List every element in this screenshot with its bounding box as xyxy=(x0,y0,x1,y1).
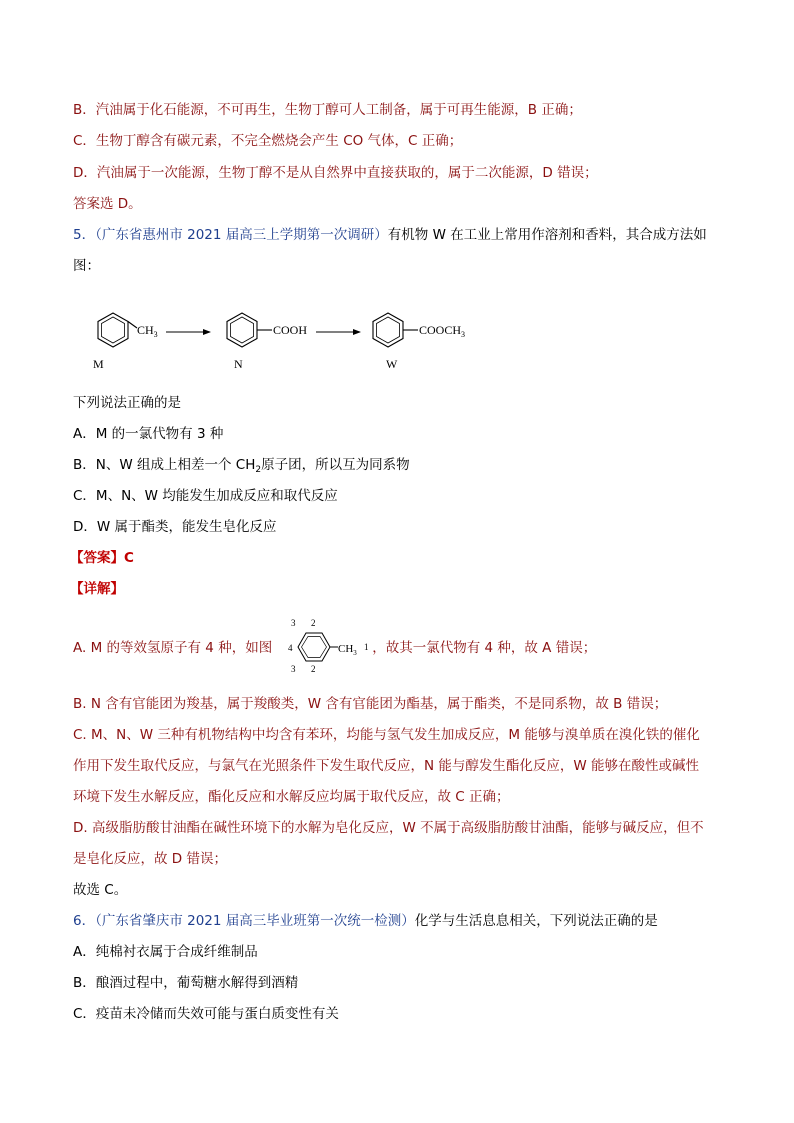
q5-explanation-d-line2: 是皂化反应，故 D 错误； xyxy=(73,851,227,867)
q5-option-c: C．M、N、W 均能发生加成反应和取代反应 xyxy=(73,488,338,504)
svg-text:CH3: $CH_3$ xyxy=(338,643,357,657)
q6-stem-text: 化学与生活息息相关，下列说法正确的是 xyxy=(414,913,658,929)
q5-source-prefix: 5．（广东省惠州市 2021 届高三上学期第一次调研） xyxy=(73,227,388,243)
svg-text:2: 2 xyxy=(311,664,316,674)
q5-explanation-c-line3: 环境下发生水解反应，酯化反应和水解反应均属于取代反应，故 C 正确； xyxy=(73,789,510,805)
equivalent-hydrogen-figure xyxy=(273,617,373,677)
m-label: M xyxy=(93,357,104,371)
q5-explanation-c-line1: C. M、N、W 三种有机物结构中均含有苯环，均能与氢气发生加成反应，M 能够与溴单质在溴化铁的催化 xyxy=(73,727,700,743)
reaction-scheme xyxy=(70,300,490,375)
q4-explanation-c: C．生物丁醇含有碳元素，不完全燃烧会产生 CO 气体，C 正确； xyxy=(73,133,463,149)
q5-question: 下列说法正确的是 xyxy=(73,395,181,411)
q5-stem xyxy=(73,226,707,244)
q4-explanation-b: B．汽油属于化石能源，不可再生，生物丁醇可人工制备，属于可再生能源，B 正确； xyxy=(73,102,582,118)
m-substituent: $CH_3$ xyxy=(137,323,158,339)
q5-stem-line2: 图： xyxy=(73,258,100,274)
q5-option-a: A．M 的一氯代物有 3 种 xyxy=(73,426,224,442)
q5-explanation-d-line1: D. 高级脂肪酸甘油酯在碱性环境下的水解为皂化反应，W 不属于高级脂肪酸甘油酯，能够与碱反应，但不 xyxy=(73,820,704,836)
n-substituent: COOH xyxy=(273,323,308,337)
q4-explanation-d: D．汽油属于一次能源，生物丁醇不是从自然界中直接获取的，属于二次能源，D 错误； xyxy=(73,165,598,181)
q5-stem-text: 有机物 W 在工业上常用作溶剂和香料，其合成方法如 xyxy=(387,227,707,243)
q5-explanation-b: B. N 含有官能团为羧基，属于羧酸类，W 含有官能团为酯基，属于酯类，不是同系物，故 B 错误； xyxy=(73,696,668,712)
svg-text:3: 3 xyxy=(291,664,296,674)
benzene-ring-w xyxy=(373,313,418,347)
svg-text:4: 4 xyxy=(288,643,293,653)
q5-option-b: B．N、W 组成上相差一个 $CH_2$原子团，所以互为同系物 xyxy=(73,457,410,475)
svg-text:2: 2 xyxy=(311,618,316,628)
benzene-ring-m xyxy=(98,313,137,347)
w-label: W xyxy=(386,357,398,371)
detail-label: 【详解】 xyxy=(70,581,124,597)
n-label: N xyxy=(234,357,243,371)
q4-conclusion: 答案选 D。 xyxy=(73,196,142,212)
benzene-ring-n xyxy=(227,313,272,347)
answer-label: 【答案】C xyxy=(70,550,134,566)
q6-option-b: B．酿酒过程中，葡萄糖水解得到酒精 xyxy=(73,975,299,991)
q6-stem xyxy=(73,912,658,930)
q5-explanation-a: A. M 的等效氢原子有 4 种，如图 ，故其一氯代物有 4 种，故 A 错误； xyxy=(73,640,597,656)
q6-source-prefix: 6．（广东省肇庆市 2021 届高三毕业班第一次统一检测） xyxy=(73,913,415,929)
q6-option-a: A．纯棉衬衣属于合成纤维制品 xyxy=(73,944,258,960)
svg-text:1: 1 xyxy=(364,642,369,652)
q5-option-d: D．W 属于酯类，能发生皂化反应 xyxy=(73,519,277,535)
q6-option-c: C．疫苗未冷储而失效可能与蛋白质变性有关 xyxy=(73,1006,339,1022)
svg-text:3: 3 xyxy=(291,618,296,628)
w-substituent: $COOCH_3$ xyxy=(419,323,466,339)
q5-conclusion: 故选 C。 xyxy=(73,882,128,898)
q5-explanation-c-line2: 作用下发生取代反应，与氯气在光照条件下发生取代反应，N 能与醇发生酯化反应，W 能够在酸性或碱性 xyxy=(73,758,700,774)
